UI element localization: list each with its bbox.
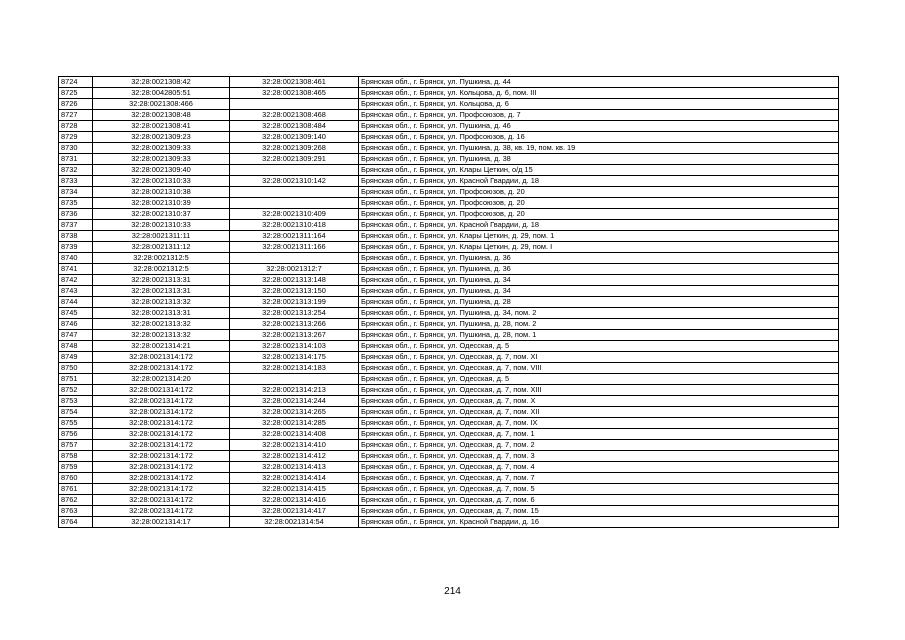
cadastral-number-cell: 32:28:0021314:172 [93, 418, 230, 429]
row-number-cell: 8732 [59, 165, 93, 176]
address-cell: Брянская обл., г. Брянск, ул. Одесская, д. 7, пом. 4 [359, 462, 839, 473]
object-cadastral-number-cell: 32:28:0021309:291 [230, 154, 359, 165]
object-cadastral-number-cell [230, 165, 359, 176]
object-cadastral-number-cell: 32:28:0021314:414 [230, 473, 359, 484]
object-cadastral-number-cell: 32:28:0021314:183 [230, 363, 359, 374]
row-number-cell: 8738 [59, 231, 93, 242]
table-row [59, 363, 839, 374]
table-row [59, 484, 839, 495]
row-number-cell: 8756 [59, 429, 93, 440]
table-row [59, 154, 839, 165]
object-cadastral-number-cell: 32:28:0021313:199 [230, 297, 359, 308]
row-number-cell: 8739 [59, 242, 93, 253]
address-cell: Брянская обл., г. Брянск, ул. Одесская, д. 7, пом. 3 [359, 451, 839, 462]
table-row [59, 99, 839, 110]
cadastral-number-cell: 32:28:0021309:33 [93, 154, 230, 165]
address-cell: Брянская обл., г. Брянск, ул. Одесская, д. 7, пом. VIII [359, 363, 839, 374]
object-cadastral-number-cell: 32:28:0021309:268 [230, 143, 359, 154]
object-cadastral-number-cell [230, 374, 359, 385]
table-row [59, 165, 839, 176]
object-cadastral-number-cell: 32:28:0021311:166 [230, 242, 359, 253]
address-cell: Брянская обл., г. Брянск, ул. Пушкина, д. 46 [359, 121, 839, 132]
cadastral-number-cell: 32:28:0021314:172 [93, 407, 230, 418]
address-cell: Брянская обл., г. Брянск, ул. Пушкина, д. 28, пом. 2 [359, 319, 839, 330]
address-cell: Брянская обл., г. Брянск, ул. Одесская, д. 7, пом. 5 [359, 484, 839, 495]
address-cell: Брянская обл., г. Брянск, ул. Одесская, д. 7, пом. IX [359, 418, 839, 429]
cadastral-number-cell: 32:28:0021309:40 [93, 165, 230, 176]
address-cell: Брянская обл., г. Брянск, ул. Пушкина, д. 44 [359, 77, 839, 88]
cadastral-number-cell: 32:28:0021308:466 [93, 99, 230, 110]
table-row [59, 319, 839, 330]
table-row [59, 396, 839, 407]
object-cadastral-number-cell: 32:28:0021314:408 [230, 429, 359, 440]
table-row [59, 506, 839, 517]
address-cell: Брянская обл., г. Брянск, ул. Красной Гвардии, д. 18 [359, 176, 839, 187]
cadastral-number-cell: 32:28:0021310:33 [93, 176, 230, 187]
table-row [59, 462, 839, 473]
row-number-cell: 8736 [59, 209, 93, 220]
row-number-cell: 8754 [59, 407, 93, 418]
row-number-cell: 8733 [59, 176, 93, 187]
row-number-cell: 8748 [59, 341, 93, 352]
object-cadastral-number-cell: 32:28:0021314:412 [230, 451, 359, 462]
address-cell: Брянская обл., г. Брянск, ул. Пушкина, д. 36 [359, 253, 839, 264]
cadastral-number-cell: 32:28:0042805:51 [93, 88, 230, 99]
address-cell: Брянская обл., г. Брянск, ул. Одесская, д. 7, пом. 7 [359, 473, 839, 484]
object-cadastral-number-cell: 32:28:0021314:285 [230, 418, 359, 429]
cadastral-number-cell: 32:28:0021309:23 [93, 132, 230, 143]
cadastral-number-cell: 32:28:0021313:32 [93, 319, 230, 330]
row-number-cell: 8751 [59, 374, 93, 385]
row-number-cell: 8742 [59, 275, 93, 286]
table-row [59, 330, 839, 341]
page-number: 214 [444, 586, 461, 597]
cadastral-number-cell: 32:28:0021308:42 [93, 77, 230, 88]
row-number-cell: 8728 [59, 121, 93, 132]
row-number-cell: 8763 [59, 506, 93, 517]
object-cadastral-number-cell: 32:28:0021313:267 [230, 330, 359, 341]
address-cell: Брянская обл., г. Брянск, ул. Клары Цеткин, о/д 15 [359, 165, 839, 176]
row-number-cell: 8726 [59, 99, 93, 110]
address-cell: Брянская обл., г. Брянск, ул. Профсоюзов, д. 20 [359, 209, 839, 220]
address-cell: Брянская обл., г. Брянск, ул. Одесская, д. 7, пом. X [359, 396, 839, 407]
cadastral-number-cell: 32:28:0021314:172 [93, 473, 230, 484]
address-cell: Брянская обл., г. Брянск, ул. Пушкина, д. 34 [359, 286, 839, 297]
object-cadastral-number-cell: 32:28:0021314:416 [230, 495, 359, 506]
cadastral-number-cell: 32:28:0021314:21 [93, 341, 230, 352]
cadastral-number-cell: 32:28:0021311:11 [93, 231, 230, 242]
object-cadastral-number-cell: 32:28:0021308:461 [230, 77, 359, 88]
table-row [59, 264, 839, 275]
object-cadastral-number-cell: 32:28:0021314:213 [230, 385, 359, 396]
object-cadastral-number-cell: 32:28:0021314:410 [230, 440, 359, 451]
object-cadastral-number-cell: 32:28:0021308:484 [230, 121, 359, 132]
cadastral-number-cell: 32:28:0021314:172 [93, 352, 230, 363]
table-row [59, 341, 839, 352]
row-number-cell: 8725 [59, 88, 93, 99]
table-row [59, 495, 839, 506]
object-cadastral-number-cell: 32:28:0021313:266 [230, 319, 359, 330]
row-number-cell: 8744 [59, 297, 93, 308]
row-number-cell: 8724 [59, 77, 93, 88]
object-cadastral-number-cell [230, 253, 359, 264]
table-row [59, 187, 839, 198]
object-cadastral-number-cell: 32:28:0021310:418 [230, 220, 359, 231]
row-number-cell: 8745 [59, 308, 93, 319]
address-cell: Брянская обл., г. Брянск, ул. Пушкина, д. 28, пом. 1 [359, 330, 839, 341]
cadastral-number-cell: 32:28:0021314:17 [93, 517, 230, 528]
row-number-cell: 8746 [59, 319, 93, 330]
table-row [59, 132, 839, 143]
cadastral-number-cell: 32:28:0021313:31 [93, 275, 230, 286]
row-number-cell: 8753 [59, 396, 93, 407]
table-row [59, 451, 839, 462]
row-number-cell: 8762 [59, 495, 93, 506]
table-row [59, 440, 839, 451]
row-number-cell: 8747 [59, 330, 93, 341]
cadastral-number-cell: 32:28:0021309:33 [93, 143, 230, 154]
address-cell: Брянская обл., г. Брянск, ул. Красной Гвардии, д. 18 [359, 220, 839, 231]
cadastral-number-cell: 32:28:0021314:172 [93, 495, 230, 506]
row-number-cell: 8740 [59, 253, 93, 264]
row-number-cell: 8752 [59, 385, 93, 396]
object-cadastral-number-cell [230, 198, 359, 209]
address-cell: Брянская обл., г. Брянск, ул. Одесская, д. 5 [359, 374, 839, 385]
object-cadastral-number-cell: 32:28:0021308:468 [230, 110, 359, 121]
object-cadastral-number-cell: 32:28:0021310:409 [230, 209, 359, 220]
row-number-cell: 8760 [59, 473, 93, 484]
address-cell: Брянская обл., г. Брянск, ул. Клары Цеткин, д. 29, пом. 1 [359, 231, 839, 242]
object-cadastral-number-cell: 32:28:0021313:150 [230, 286, 359, 297]
table-row [59, 473, 839, 484]
row-number-cell: 8737 [59, 220, 93, 231]
table-row [59, 176, 839, 187]
address-cell: Брянская обл., г. Брянск, ул. Пушкина, д. 38 [359, 154, 839, 165]
object-cadastral-number-cell: 32:28:0021314:54 [230, 517, 359, 528]
object-cadastral-number-cell [230, 187, 359, 198]
object-cadastral-number-cell: 32:28:0021310:142 [230, 176, 359, 187]
row-number-cell: 8731 [59, 154, 93, 165]
cadastral-number-cell: 32:28:0021312:5 [93, 253, 230, 264]
address-cell: Брянская обл., г. Брянск, ул. Одесская, д. 7, пом. XII [359, 407, 839, 418]
cadastral-number-cell: 32:28:0021313:32 [93, 330, 230, 341]
cadastral-number-cell: 32:28:0021310:33 [93, 220, 230, 231]
table-row [59, 121, 839, 132]
object-cadastral-number-cell: 32:28:0021313:254 [230, 308, 359, 319]
row-number-cell: 8729 [59, 132, 93, 143]
cadastral-number-cell: 32:28:0021314:172 [93, 429, 230, 440]
table-row [59, 418, 839, 429]
object-cadastral-number-cell: 32:28:0021314:175 [230, 352, 359, 363]
object-cadastral-number-cell: 32:28:0021309:140 [230, 132, 359, 143]
table-row [59, 286, 839, 297]
table-row [59, 143, 839, 154]
table-row [59, 517, 839, 528]
cadastral-number-cell: 32:28:0021310:38 [93, 187, 230, 198]
row-number-cell: 8727 [59, 110, 93, 121]
row-number-cell: 8761 [59, 484, 93, 495]
address-cell: Брянская обл., г. Брянск, ул. Профсоюзов, д. 16 [359, 132, 839, 143]
row-number-cell: 8730 [59, 143, 93, 154]
object-cadastral-number-cell: 32:28:0021314:244 [230, 396, 359, 407]
address-cell: Брянская обл., г. Брянск, ул. Профсоюзов, д. 20 [359, 198, 839, 209]
object-cadastral-number-cell: 32:28:0021313:148 [230, 275, 359, 286]
table-body [59, 77, 839, 528]
object-cadastral-number-cell [230, 99, 359, 110]
table-row [59, 242, 839, 253]
table-row [59, 308, 839, 319]
address-cell: Брянская обл., г. Брянск, ул. Пушкина, д. 34 [359, 275, 839, 286]
row-number-cell: 8757 [59, 440, 93, 451]
address-cell: Брянская обл., г. Брянск, ул. Профсоюзов, д. 7 [359, 110, 839, 121]
object-cadastral-number-cell: 32:28:0021314:265 [230, 407, 359, 418]
object-cadastral-number-cell: 32:28:0021314:415 [230, 484, 359, 495]
object-cadastral-number-cell: 32:28:0021314:413 [230, 462, 359, 473]
cadastral-number-cell: 32:28:0021314:172 [93, 484, 230, 495]
cadastral-number-cell: 32:28:0021310:37 [93, 209, 230, 220]
table-row [59, 77, 839, 88]
cadastral-number-cell: 32:28:0021314:172 [93, 462, 230, 473]
table-row [59, 231, 839, 242]
address-cell: Брянская обл., г. Брянск, ул. Пушкина, д. 38, кв. 19, пом. кв. 19 [359, 143, 839, 154]
object-cadastral-number-cell: 32:28:0021312:7 [230, 264, 359, 275]
address-cell: Брянская обл., г. Брянск, ул. Одесская, д. 7, пом. 6 [359, 495, 839, 506]
row-number-cell: 8750 [59, 363, 93, 374]
cadastral-number-cell: 32:28:0021308:41 [93, 121, 230, 132]
property-registry-table [58, 76, 839, 528]
object-cadastral-number-cell: 32:28:0021314:417 [230, 506, 359, 517]
table-row [59, 110, 839, 121]
table-row [59, 297, 839, 308]
table-row [59, 209, 839, 220]
address-cell: Брянская обл., г. Брянск, ул. Клары Цеткин, д. 29, пом. I [359, 242, 839, 253]
row-number-cell: 8741 [59, 264, 93, 275]
table-row [59, 429, 839, 440]
row-number-cell: 8764 [59, 517, 93, 528]
row-number-cell: 8735 [59, 198, 93, 209]
cadastral-number-cell: 32:28:0021314:172 [93, 363, 230, 374]
address-cell: Брянская обл., г. Брянск, ул. Кольцова, д. 6 [359, 99, 839, 110]
cadastral-number-cell: 32:28:0021308:48 [93, 110, 230, 121]
cadastral-number-cell: 32:28:0021314:172 [93, 506, 230, 517]
address-cell: Брянская обл., г. Брянск, ул. Одесская, д. 5 [359, 341, 839, 352]
cadastral-number-cell: 32:28:0021313:32 [93, 297, 230, 308]
table-row [59, 352, 839, 363]
table-row [59, 374, 839, 385]
row-number-cell: 8743 [59, 286, 93, 297]
cadastral-number-cell: 32:28:0021310:39 [93, 198, 230, 209]
table-row [59, 275, 839, 286]
cadastral-number-cell: 32:28:0021314:20 [93, 374, 230, 385]
cadastral-number-cell: 32:28:0021314:172 [93, 385, 230, 396]
address-cell: Брянская обл., г. Брянск, ул. Одесская, д. 7, пом. 2 [359, 440, 839, 451]
table-row [59, 253, 839, 264]
object-cadastral-number-cell: 32:28:0021314:103 [230, 341, 359, 352]
row-number-cell: 8734 [59, 187, 93, 198]
address-cell: Брянская обл., г. Брянск, ул. Пушкина, д. 34, пом. 2 [359, 308, 839, 319]
address-cell: Брянская обл., г. Брянск, ул. Красной Гвардии, д. 16 [359, 517, 839, 528]
table-row [59, 88, 839, 99]
table-row [59, 220, 839, 231]
address-cell: Брянская обл., г. Брянск, ул. Одесская, д. 7, пом. 15 [359, 506, 839, 517]
address-cell: Брянская обл., г. Брянск, ул. Пушкина, д. 28 [359, 297, 839, 308]
address-cell: Брянская обл., г. Брянск, ул. Профсоюзов, д. 20 [359, 187, 839, 198]
object-cadastral-number-cell: 32:28:0021311:164 [230, 231, 359, 242]
cadastral-number-cell: 32:28:0021314:172 [93, 440, 230, 451]
object-cadastral-number-cell: 32:28:0021308:465 [230, 88, 359, 99]
table-row [59, 407, 839, 418]
address-cell: Брянская обл., г. Брянск, ул. Одесская, д. 7, пом. XI [359, 352, 839, 363]
cadastral-number-cell: 32:28:0021313:31 [93, 308, 230, 319]
cadastral-number-cell: 32:28:0021313:31 [93, 286, 230, 297]
row-number-cell: 8749 [59, 352, 93, 363]
row-number-cell: 8758 [59, 451, 93, 462]
address-cell: Брянская обл., г. Брянск, ул. Одесская, д. 7, пом. XIII [359, 385, 839, 396]
cadastral-number-cell: 32:28:0021311:12 [93, 242, 230, 253]
cadastral-number-cell: 32:28:0021314:172 [93, 396, 230, 407]
address-cell: Брянская обл., г. Брянск, ул. Пушкина, д. 36 [359, 264, 839, 275]
row-number-cell: 8759 [59, 462, 93, 473]
address-cell: Брянская обл., г. Брянск, ул. Кольцова, д. 6, пом. III [359, 88, 839, 99]
table-row [59, 198, 839, 209]
cadastral-number-cell: 32:28:0021314:172 [93, 451, 230, 462]
address-cell: Брянская обл., г. Брянск, ул. Одесская, д. 7, пом. 1 [359, 429, 839, 440]
row-number-cell: 8755 [59, 418, 93, 429]
table-row [59, 385, 839, 396]
cadastral-number-cell: 32:28:0021312:5 [93, 264, 230, 275]
